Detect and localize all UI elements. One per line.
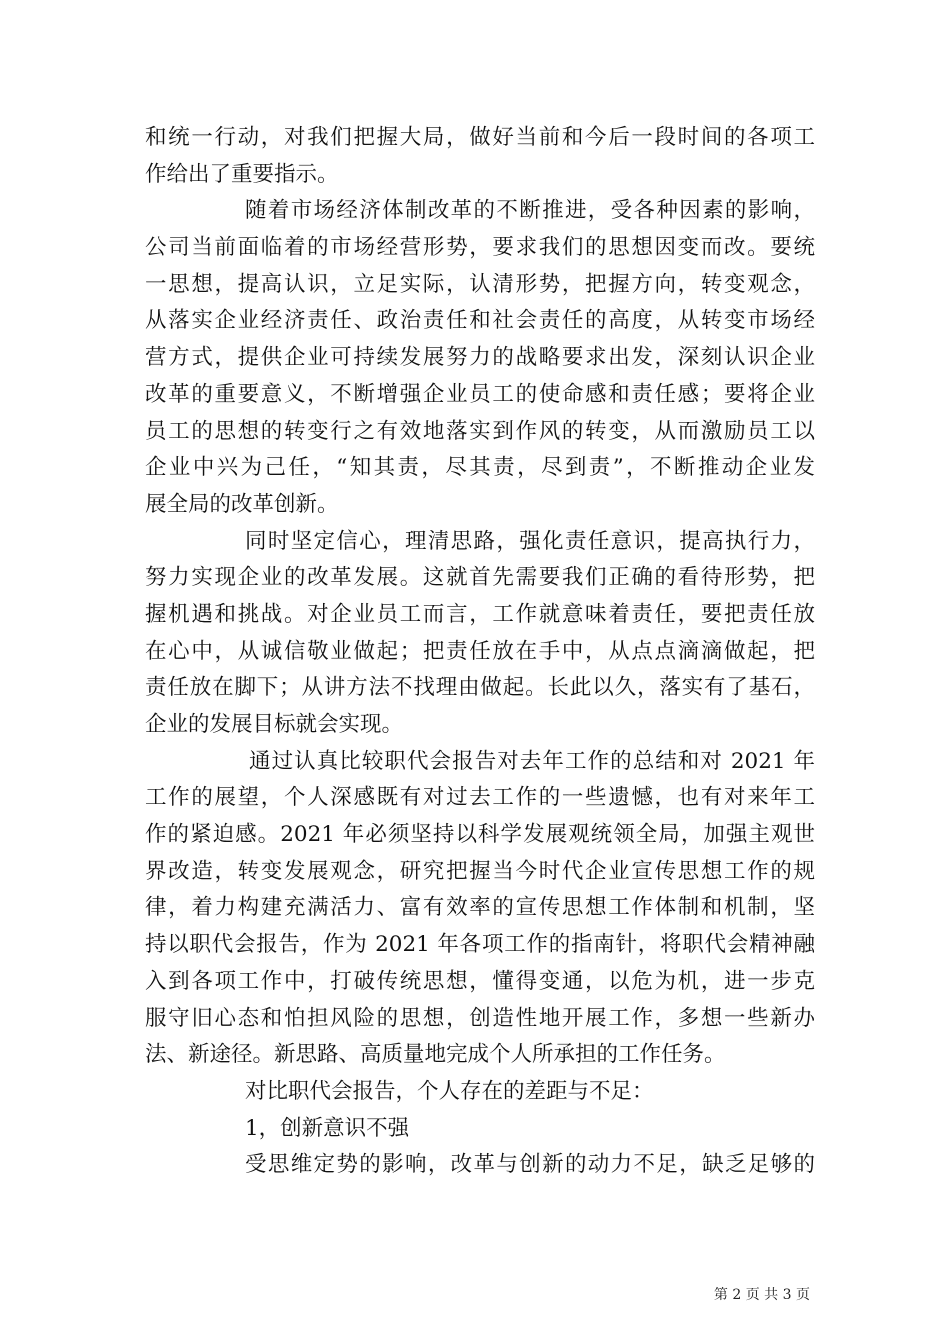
text-line: 受思维定势的影响，改革与创新的动力不足，缺乏足够的 xyxy=(245,1152,815,1178)
text-line: 展全局的改革创新。 xyxy=(145,491,339,517)
text-line: 企业的发展目标就会实现。 xyxy=(145,712,404,737)
page-number: 第 2 页 共 3 页 xyxy=(713,1287,810,1303)
text-line: 和统一行动，对我们把握大局，做好当前和今后一段时间的各项工 xyxy=(145,125,815,150)
text-line: 企业中兴为己任，“知其责，尽其责，尽到责”，不断推动企业发 xyxy=(145,455,815,481)
text-line: 工作的展望，个人深感既有对过去工作的一些遗憾，也有对来年工 xyxy=(145,785,815,811)
text-line: 律，着力构建充满活力、富有效率的宣传思想工作体制和机制，坚 xyxy=(145,895,815,921)
text-line: 握机遇和挑战。对企业员工而言，工作就意味着责任，要把责任放 xyxy=(145,601,815,627)
list-heading: 1，创新意识不强 xyxy=(245,1115,410,1141)
text-line: 同时坚定信心，理清思路，强化责任意识，提高执行力， xyxy=(245,528,815,554)
text-line: 作的紧迫感。2021 年必须坚持以科学发展观统领全局，加强主观世 xyxy=(145,822,815,848)
text-line: 员工的思想的转变行之有效地落实到作风的转变，从而激励员工以 xyxy=(145,418,815,444)
text-line: 界改造，转变发展观念，研究把握当今时代企业宣传思想工作的规 xyxy=(145,858,815,884)
text-line: 努力实现企业的改革发展。这就首先需要我们正确的看待形势，把 xyxy=(145,565,815,591)
body-text xyxy=(145,120,815,1184)
text-line: 随着市场经济体制改革的不断推进，受各种因素的影响， xyxy=(245,198,815,224)
text-line: 服守旧心态和怕担风险的思想，创造性地开展工作，多想一些新办 xyxy=(145,1005,815,1031)
text-line: 责任放在脚下；从讲方法不找理由做起。长此以久，落实有了基石， xyxy=(145,675,815,701)
text-line: 一思想，提高认识，立足实际，认清形势，把握方向，转变观念， xyxy=(145,271,815,297)
text-line: 从落实企业经济责任、政治责任和社会责任的高度，从转变市场经 xyxy=(145,308,815,334)
text-line: 法、新途径。新思路、高质量地完成个人所承担的工作任务。 xyxy=(145,1042,726,1068)
text-line: 对比职代会报告，个人存在的差距与不足： xyxy=(245,1078,654,1104)
text-line: 营方式，提供企业可持续发展努力的战略要求出发，深刻认识企业 xyxy=(145,345,815,371)
text-line: 公司当前面临着的市场经营形势，要求我们的思想因变而改。要统 xyxy=(145,235,815,261)
text-line: 入到各项工作中，打破传统思想，懂得变通，以危为机，进一步克 xyxy=(145,968,815,994)
text-line: 改革的重要意义，不断增强企业员工的使命感和责任感；要将企业 xyxy=(145,381,815,407)
text-line: 通过认真比较职代会报告对去年工作的总结和对 2021 年 xyxy=(249,748,815,774)
text-line: 在心中，从诚信敬业做起；把责任放在手中，从点点滴滴做起，把 xyxy=(145,638,815,664)
text-line: 持以职代会报告，作为 2021 年各项工作的指南针，将职代会精神融 xyxy=(145,932,815,958)
text-line: 作给出了重要指示。 xyxy=(145,161,339,187)
